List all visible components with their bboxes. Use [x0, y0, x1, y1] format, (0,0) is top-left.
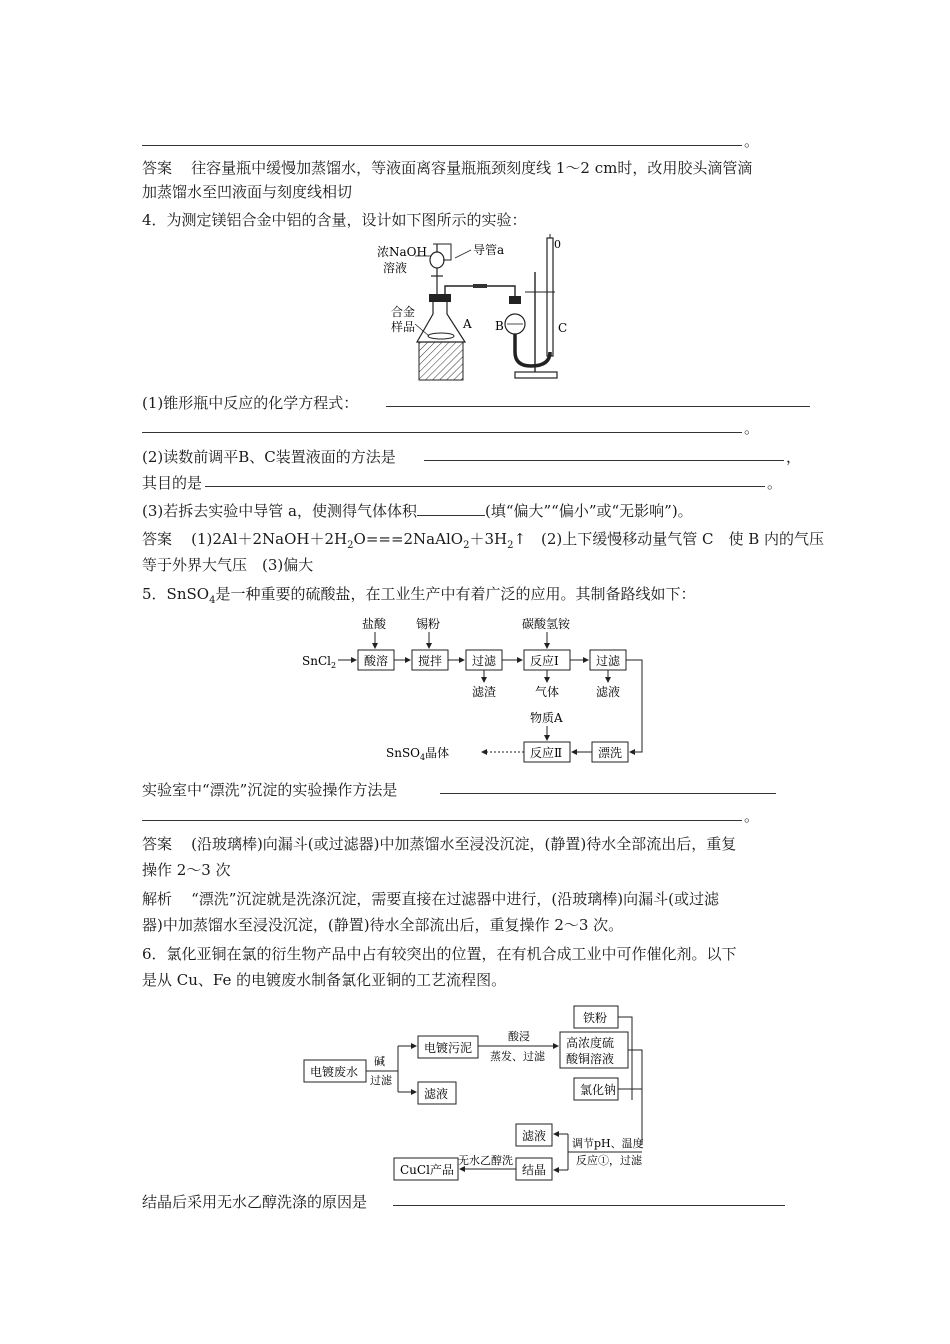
filter2-label: 过滤 [596, 654, 621, 668]
filtrate-label: 滤液 [424, 1087, 449, 1101]
naoh-label-2: 溶液 [383, 261, 408, 275]
blank-end-mark: 。 [744, 132, 760, 150]
q5-stem-b: 是一种重要的硫酸盐，在工业生产中有着广泛的应用。其制备路线如下： [215, 585, 696, 603]
iron-powder-label: 铁粉 [583, 1011, 608, 1025]
answer-eq-c: ＋3H [469, 530, 508, 548]
acid-leach-label: 酸浸 [508, 1030, 530, 1043]
subscript: 2 [463, 540, 470, 551]
naoh-label-1: 浓NaOH [377, 245, 427, 259]
sn-powder-label: 锡粉 [416, 617, 441, 631]
flask-a-label: A [463, 317, 472, 331]
q4-part-2b-end: 。 [767, 474, 783, 492]
q4-part-3-blank[interactable] [417, 500, 485, 516]
wastewater-label: 电镀废水 [310, 1065, 359, 1079]
q4-part-1-blank-2[interactable] [142, 432, 742, 433]
tube-a-label: 导管a [473, 243, 505, 257]
zero-mark: 0 [554, 238, 561, 251]
filtrate-label: 滤液 [596, 685, 621, 699]
sn-flowchart [300, 612, 660, 772]
q4-part-2b-blank[interactable] [205, 486, 765, 487]
substance-a-label: 物质A [530, 711, 563, 725]
q4-part-3-text-b: (填“偏大”“偏小”或“无影响”)。 [484, 502, 693, 520]
q4-part-2b: 其目的是 [142, 474, 203, 492]
q6-question: 结晶后采用无水乙醇洗涤的原因是 [142, 1193, 368, 1211]
q4-part-3-text-a: (3)若拆去实验中导管 a，使测得气体体积 [142, 502, 417, 520]
apparatus-figure [375, 232, 575, 384]
q6-stem-2: 是从 Cu、Fe 的电镀废水制备氯化亚铜的工艺流程图。 [142, 971, 507, 989]
answer-text: 往容量瓶中缓慢加蒸馏水，等液面离容量瓶瓶颈刻度线 1～2 cm时，改用胶头滴管滴 [191, 159, 753, 177]
q5-stem-a: 5．SnSO [142, 585, 210, 603]
sncl2-label: SnCl$_2$ [302, 654, 337, 670]
answer-label: 答案 [142, 530, 173, 548]
filter1-label: 过滤 [472, 654, 497, 668]
analysis-text: “漂洗”沉淀就是洗涤沉淀，需要直接在过滤器中进行，(沿玻璃棒)向漏斗(或过滤 [191, 890, 719, 908]
gas-label: 气体 [535, 685, 560, 699]
answer-blank-line[interactable] [142, 145, 742, 146]
bottle-b-label: B [495, 319, 504, 333]
q4-part-1-blank[interactable] [386, 406, 810, 407]
q4-answer-line-1 [142, 529, 824, 556]
reaction2-label: 反应Ⅱ [530, 746, 563, 760]
alloy-label-1: 合金 [391, 305, 416, 319]
q3-answer-line-2: 加蒸馏水至凹液面与刻度线相切 [142, 183, 353, 201]
q5-blank-2[interactable] [142, 820, 742, 821]
alloy-label-2: 样品 [391, 320, 416, 334]
hcl-label: 盐酸 [362, 617, 387, 631]
reaction1-label: 反应Ⅰ [530, 654, 559, 668]
sludge-label: 电镀污泥 [424, 1041, 473, 1055]
q4-part-1-end: 。 [744, 419, 760, 437]
answer-eq-a: (1)2Al＋2NaOH＋2H [191, 530, 348, 548]
adjust-label: 调节pH、温度 [572, 1137, 644, 1150]
nh4hco3-label: 碳酸氢铵 [522, 617, 571, 631]
q6-stem-1: 6．氯化亚铜在氯的衍生物产品中占有较突出的位置，在有机合成工业中可作催化剂。以下 [142, 945, 737, 963]
reaction-filter-label: 反应①，过滤 [576, 1154, 642, 1167]
stir-label: 搅拌 [418, 654, 443, 668]
q4-part-2: (2)读数前调平B、C装置液面的方法是 [142, 448, 396, 466]
product-label: SnSO$_4$晶体 [386, 746, 450, 762]
ethanol-wash-label: 无水乙醇洗 [458, 1154, 513, 1167]
cucl-label: CuCl产品 [400, 1163, 454, 1177]
q4-part-2-comma: ， [786, 448, 802, 466]
q5-stem [142, 584, 695, 611]
q4-part-2-blank[interactable] [424, 460, 784, 461]
answer-eq-b: O===2NaAlO [353, 530, 464, 548]
q4-part-1: (1)锥形瓶中反应的化学方程式： [142, 394, 359, 412]
filter-label: 过滤 [370, 1074, 392, 1087]
cuso4-label-2: 酸铜溶液 [566, 1052, 615, 1066]
q5-blank-1[interactable] [440, 793, 776, 794]
q6-blank[interactable] [393, 1205, 785, 1206]
q5-answer-line-1 [142, 834, 736, 854]
q3-answer-line-1 [142, 158, 752, 178]
tube-c-label: C [558, 321, 568, 335]
subscript: 4 [209, 595, 216, 606]
q5-blank-end: 。 [744, 807, 760, 825]
q5-question: 实验室中“漂洗”沉淀的实验操作方法是 [142, 781, 398, 799]
cuso4-label-1: 高浓度硫 [566, 1036, 615, 1050]
q4-stem: 4．为测定镁铝合金中铝的含量，设计如下图所示的实验： [142, 211, 527, 229]
cucl-flowchart [300, 1000, 660, 1185]
rinse-label: 漂洗 [598, 746, 623, 760]
analysis-label: 解析 [142, 890, 173, 908]
q5-analysis-line-2: 器)中加蒸馏水至浸没沉淀，(静置)待水全部流出后，重复操作 2～3 次。 [142, 916, 624, 934]
q4-part-3 [142, 500, 693, 521]
filtrate2-label: 滤液 [522, 1129, 547, 1143]
residue-label: 滤渣 [472, 685, 497, 699]
q4-answer-line-2: 等于外界大气压 (3)偏大 [142, 556, 314, 574]
subscript: 2 [347, 540, 354, 551]
nacl-label: 氯化钠 [580, 1083, 617, 1097]
alkali-label: 碱 [374, 1055, 385, 1068]
acid-dissolve-label: 酸溶 [364, 654, 389, 668]
q5-analysis-line-1 [142, 889, 719, 909]
answer-text: (沿玻璃棒)向漏斗(或过滤器)中加蒸馏水至浸没沉淀，(静置)待水全部流出后，重复 [191, 835, 737, 853]
q5-answer-line-2: 操作 2～3 次 [142, 861, 231, 879]
subscript: 2 [507, 540, 514, 551]
answer-label: 答案 [142, 835, 173, 853]
answer-eq-d: ↑ (2)上下缓慢移动量气管 C 使 B 内的气压 [513, 530, 825, 548]
evap-filter-label: 蒸发、过滤 [490, 1050, 545, 1063]
crystal-label: 结晶 [522, 1163, 547, 1177]
answer-label: 答案 [142, 159, 173, 177]
